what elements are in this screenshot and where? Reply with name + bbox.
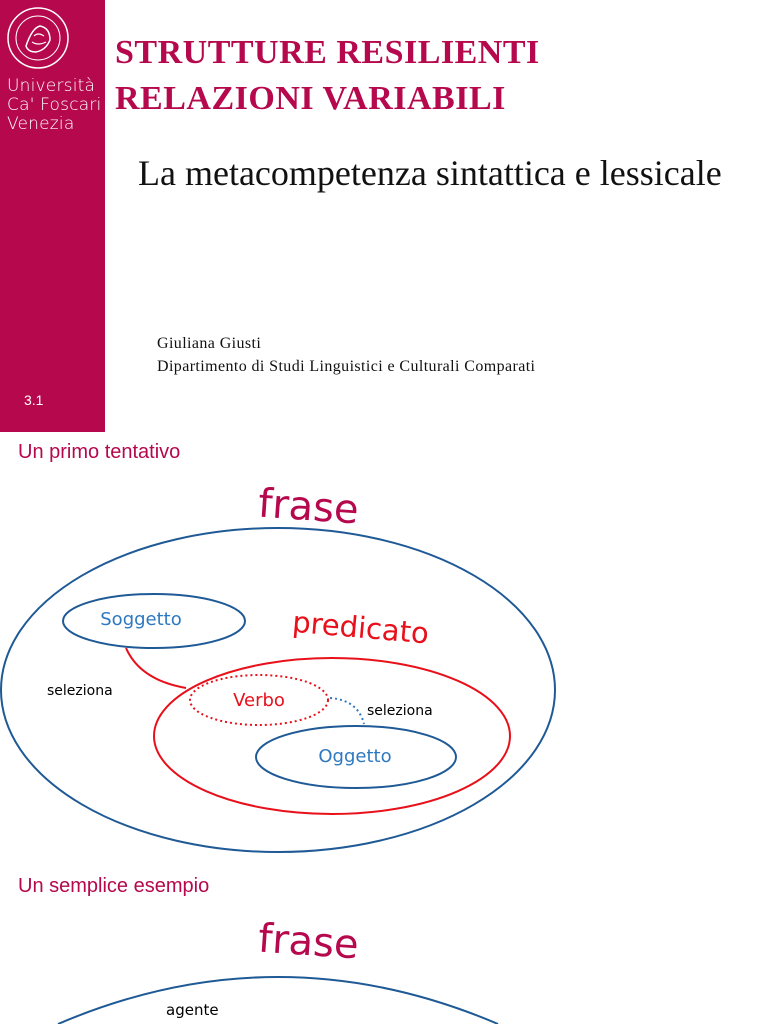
predicato-label: predicato xyxy=(290,604,431,651)
author-name: Giuliana Giusti xyxy=(157,335,262,352)
seleziona-label-right: seleziona xyxy=(367,703,433,719)
verbo-to-oggetto-connector xyxy=(330,698,364,724)
verbo-label: Verbo xyxy=(233,690,285,711)
frase-ellipse-example xyxy=(58,977,498,1024)
university-name-line1: Università xyxy=(7,76,96,96)
predicato-ellipse xyxy=(154,658,510,814)
section-heading-primo-tentativo: Un primo tentativo xyxy=(18,441,181,463)
section-heading-semplice-esempio: Un semplice esempio xyxy=(18,875,210,897)
soggetto-label: Soggetto xyxy=(100,609,182,630)
course-title-line1: STRUTTURE RESILIENTI xyxy=(115,34,540,71)
seleziona-label-left: seleziona xyxy=(47,683,113,699)
lecture-subtitle: La metacompetenza sintattica e lessicale xyxy=(138,153,722,193)
slide-number: 3.1 xyxy=(24,392,44,408)
frase-label: frase xyxy=(256,480,361,534)
university-name-line2: Ca' Foscari xyxy=(7,95,102,115)
soggetto-to-predicato-connector xyxy=(126,648,186,688)
university-name-line3: Venezia xyxy=(7,114,75,134)
frase-label-example: frase xyxy=(256,915,361,969)
author-department: Dipartimento di Studi Linguistici e Culturali Comparati xyxy=(157,358,536,375)
oggetto-label: Oggetto xyxy=(318,746,392,767)
course-title-line2: RELAZIONI VARIABILI xyxy=(115,80,506,117)
agente-label: agente xyxy=(166,1001,219,1019)
